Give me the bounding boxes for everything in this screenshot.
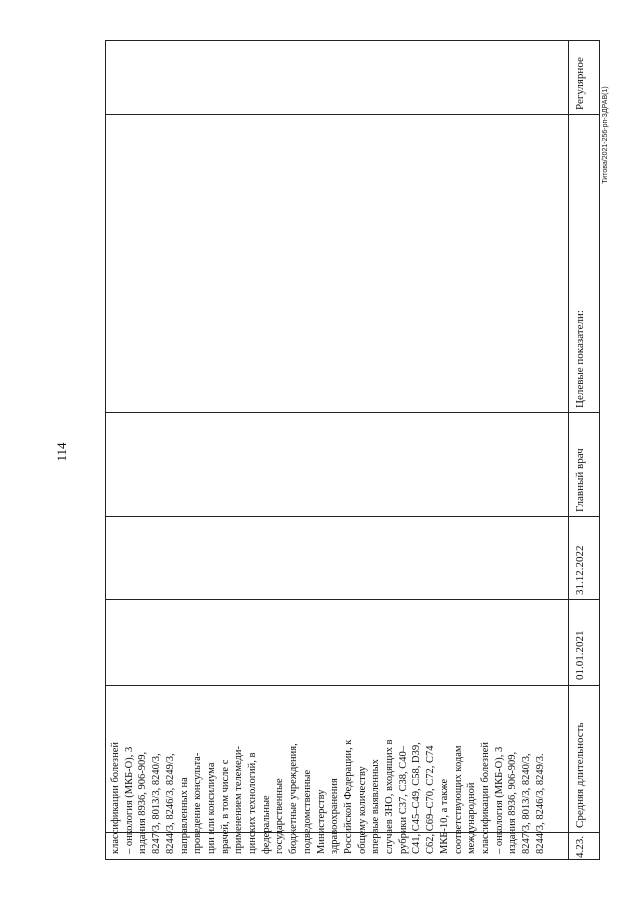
row-result: Целевые показатели: [574,310,586,408]
description-line: 8244/3, 8246/3, 8249/3. [534,753,546,854]
col-sep-result [105,114,600,115]
description-line: Российской Федерации, к [342,739,354,854]
table-top-border [105,40,106,860]
table-left-border [105,859,600,860]
description-line: международной [466,782,478,854]
description-line: случаев ЗНО, входящих в [384,739,396,854]
description-line: бюджетные учреждения, [288,743,300,854]
description-line: подведомственные [301,769,313,854]
page-number: 114 [54,442,69,462]
description-line: проведение консульта- [192,752,204,854]
description-line: здравоохранения [329,778,341,854]
continued-description [109,740,548,854]
row-number: 4.23. [574,836,586,858]
description-line: соответствующих кодам [452,745,464,854]
row-separator [568,40,569,860]
row-type: Регулярное [574,57,586,110]
row-responsible: Главный врач [574,448,586,512]
table-sheet [105,40,600,860]
description-line: врачей, в том числе с [219,759,231,854]
rotated-table [105,40,600,860]
description-line: С41, С45–С49, С58, D39, [411,742,423,854]
description-line: государственные [274,778,286,854]
description-line: МКБ-10, а также [438,778,450,854]
description-line: цинских технологий, в [247,752,259,854]
col-sep-start [105,599,600,600]
description-line: классификации болезней [110,742,121,854]
description-line: С62, С69–С70, С72, С74 [425,745,437,854]
description-line: впервые выявленных [370,759,382,854]
description-line: издания 8936, 906-909, [507,751,519,854]
description-line: применением телемеди- [233,745,245,854]
description-line: 8244/3, 8246/3, 8249/3, [164,753,176,854]
row-start-date: 01.01.2021 [574,630,586,680]
row-end-date: 31.12.2022 [574,545,586,595]
description-line: – онкология (МКБ-О), 3 [123,746,135,854]
description-line: ции или консилиума [205,762,217,854]
col-sep-responsible [105,412,600,413]
col-sep-end [105,516,600,517]
col-sep-name [105,685,600,686]
row-name: Средняя длительность [574,722,586,828]
description-line: 8247/3, 8013/3, 8240/3, [521,753,533,854]
description-line: общему количеству [356,766,368,854]
description-line: направленных на [178,777,190,854]
table-right-border [105,40,600,41]
description-line: 8247/3, 8013/3, 8240/3, [151,753,163,854]
description-line: – онкология (МКБ-О), 3 [493,746,505,854]
table-bottom-border [599,40,600,860]
document-reference: Титова/2021-256-рп-ЗДРАВ(1) [602,86,609,184]
description-line: Министерству [315,789,327,854]
description-line: классификации болезней [479,742,491,854]
description-line: рубрики С37, С38, С40– [397,745,409,854]
description-line: издания 8936, 906-909, [137,751,149,854]
description-line: федеральные [260,795,272,854]
